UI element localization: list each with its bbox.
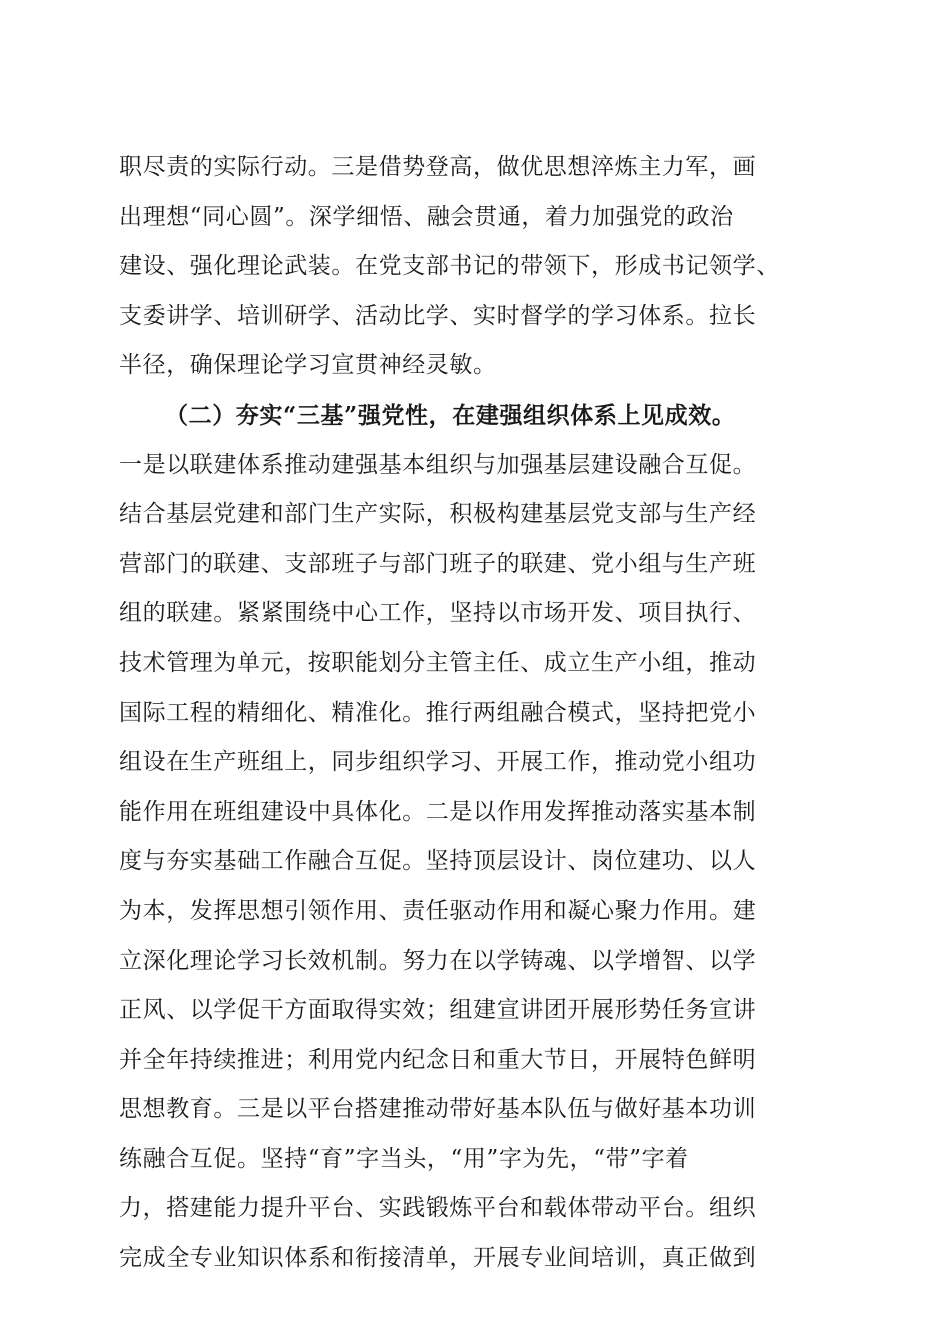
section-heading: （二）夯实“三基”强党性，在建强组织体系上见成效。 xyxy=(165,401,736,429)
text-line: 并全年持续推进；利用党内纪念日和重大节日，开展特色鲜明 xyxy=(119,1046,757,1073)
text-line: 练融合互促。坚持“育”字当头，“用”字为先，“带”字着 xyxy=(119,1145,689,1172)
text-line: 为本，发挥思想引领作用、责任驱动作用和凝心聚力作用。建 xyxy=(119,897,757,924)
body-text xyxy=(119,143,831,1284)
text-line: 完成全专业知识体系和衔接清单，开展专业间培训，真正做到 xyxy=(119,1245,757,1272)
text-line: 技术管理为单元，按职能划分主管主任、成立生产小组，推动 xyxy=(119,649,757,676)
text-line: 组的联建。紧紧围绕中心工作，坚持以市场开发、项目执行、 xyxy=(119,600,757,627)
text-line: 力，搭建能力提升平台、实践锻炼平台和载体带动平台。组织 xyxy=(119,1195,757,1222)
text-line: 正风、以学促干方面取得实效；组建宣讲团开展形势任务宣讲 xyxy=(119,997,757,1024)
text-line: 国际工程的精细化、精准化。推行两组融合模式，坚持把党小 xyxy=(119,699,757,726)
text-line: 一是以联建体系推动建强基本组织与加强基层建设融合互促。 xyxy=(119,451,757,478)
text-line: 支委讲学、培训研学、活动比学、实时督学的学习体系。拉长 xyxy=(119,302,757,329)
text-line: 建设、强化理论武装。在党支部书记的带领下，形成书记领学、 xyxy=(119,253,780,280)
text-line: 职尽责的实际行动。三是借势登高，做优思想淬炼主力军，画 xyxy=(119,154,757,180)
text-line: 营部门的联建、支部班子与部门班子的联建、党小组与生产班 xyxy=(119,550,757,577)
text-line: 半径，确保理论学习宣贯神经灵敏。 xyxy=(119,352,497,379)
text-line: 立深化理论学习长效机制。努力在以学铸魂、以学增智、以学 xyxy=(119,947,757,974)
text-line: 组设在生产班组上，同步组织学习、开展工作，推动党小组功 xyxy=(119,749,757,776)
text-line: 结合基层党建和部门生产实际，积极构建基层党支部与生产经 xyxy=(119,501,757,528)
text-line: 能作用在班组建设中具体化。二是以作用发挥推动落实基本制 xyxy=(119,798,757,825)
text-line: 思想教育。三是以平台搭建推动带好基本队伍与做好基本功训 xyxy=(119,1096,757,1123)
text-line: 出理想“同心圆”。深学细悟、融会贯通，着力加强党的政治 xyxy=(119,203,734,230)
text-line: 度与夯实基础工作融合互促。坚持顶层设计、岗位建功、以人 xyxy=(119,848,757,875)
